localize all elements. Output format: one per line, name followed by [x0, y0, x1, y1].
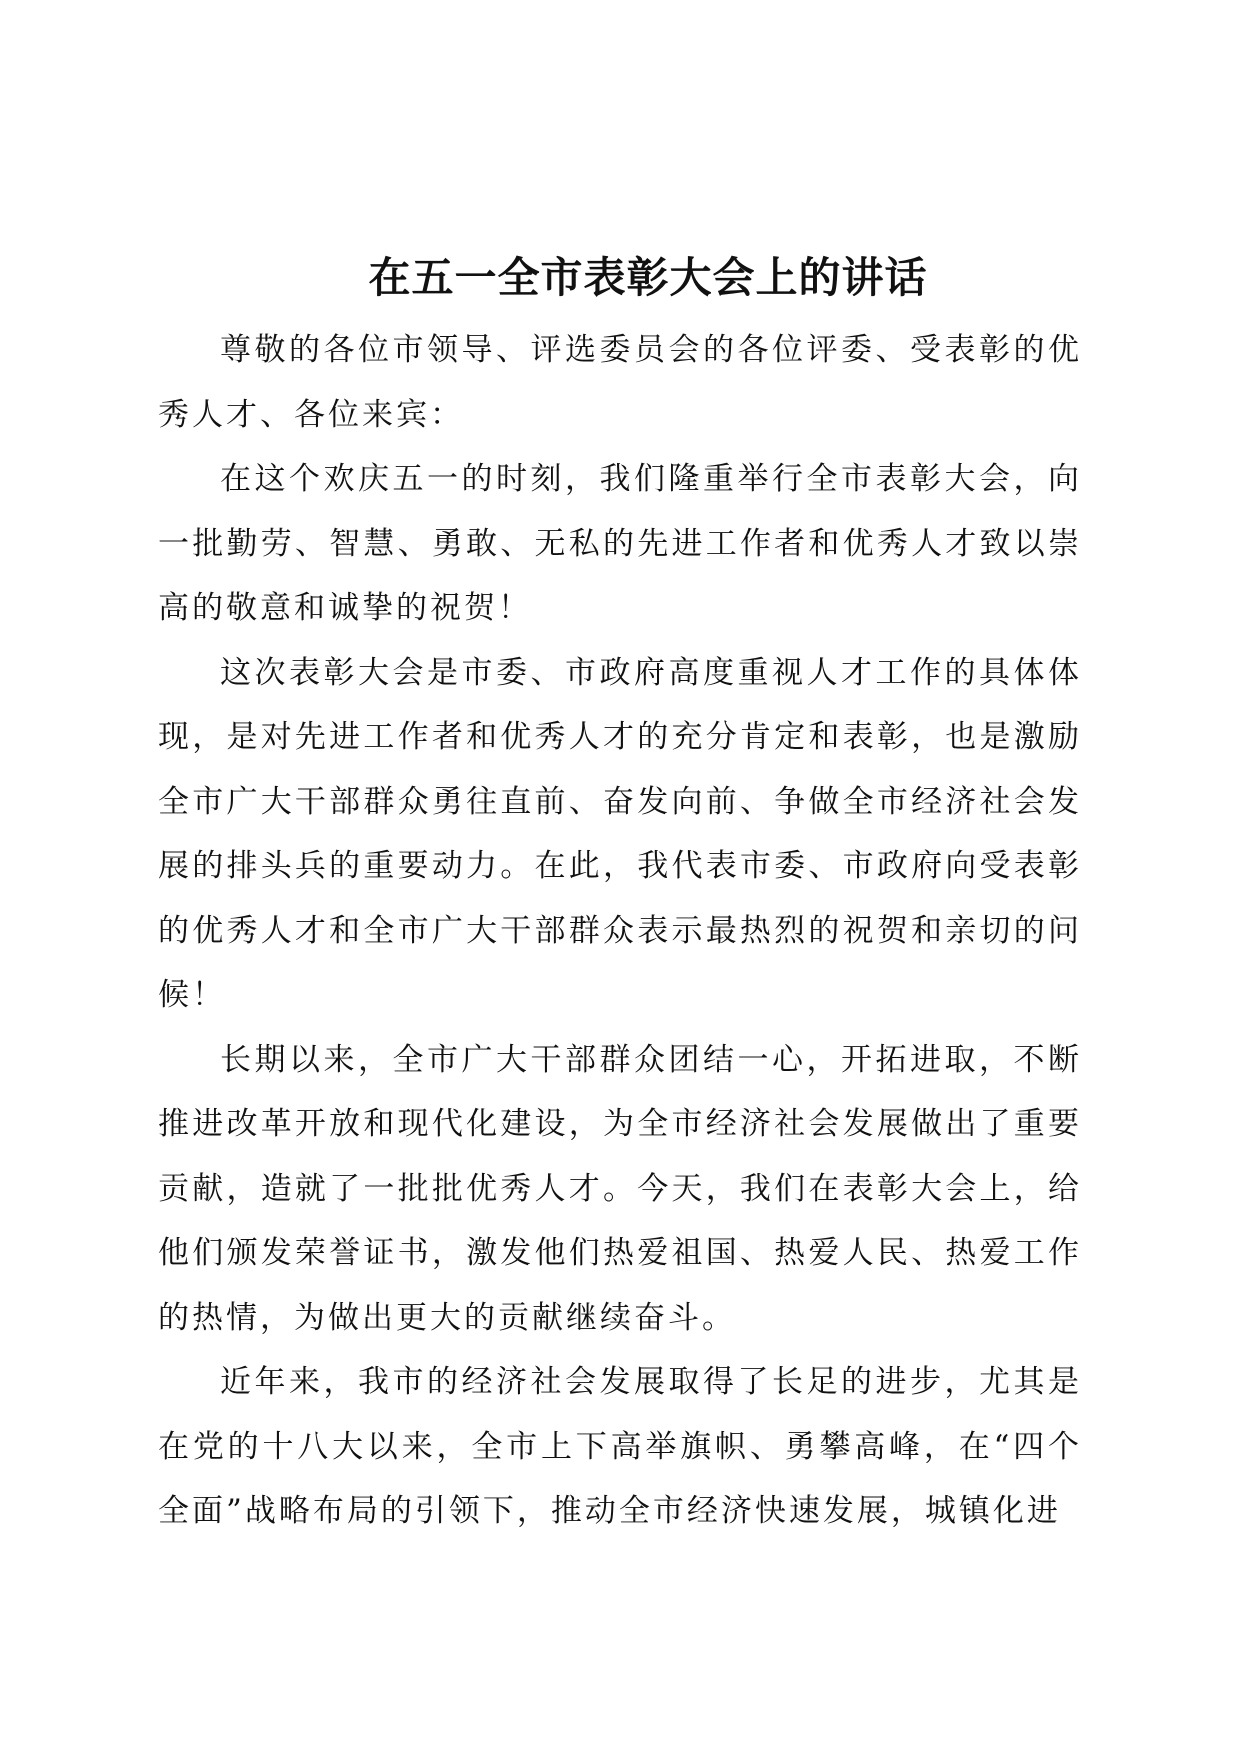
body-paragraph: 近年来，我市的经济社会发展取得了长足的进步，尤其是在党的十八大以来，全市上下高举旗帜、勇攀高峰，在“四个全面”战略布局的引领下，推动全市经济快速发展，城镇化进 — [158, 1364, 1082, 1529]
salutation-paragraph: 尊敬的各位市领导、评选委员会的各位评委、受表彰的优秀人才、各位来宾： — [158, 332, 1082, 433]
document-title: 在五一全市表彰大会上的讲话 — [368, 253, 928, 303]
body-paragraph: 长期以来，全市广大干部群众团结一心，开拓进取，不断推进改革开放和现代化建设，为全市经济社会发展做出了重要贡献，造就了一批批优秀人才。今天，我们在表彰大会上，给他们颁发荣誉证书，激发他们热爱祖国、热爱人民、热爱工作的热情，为做出更大的贡献继续奋斗。 — [158, 1041, 1082, 1336]
body-paragraph: 在这个欢庆五一的时刻，我们隆重举行全市表彰大会，向一批勤劳、智慧、勇敢、无私的先进工作者和优秀人才致以崇高的敬意和诚挚的祝贺！ — [158, 461, 1082, 626]
body-paragraph: 这次表彰大会是市委、市政府高度重视人才工作的具体体现，是对先进工作者和优秀人才的充分肯定和表彰，也是激励全市广大干部群众勇往直前、奋发向前、争做全市经济社会发展的排头兵的重要动力。在此，我代表市委、市政府向受表彰的优秀人才和全市广大干部群众表示最热烈的祝贺和亲切的问候！ — [158, 654, 1082, 1013]
document-body — [158, 318, 1082, 1544]
